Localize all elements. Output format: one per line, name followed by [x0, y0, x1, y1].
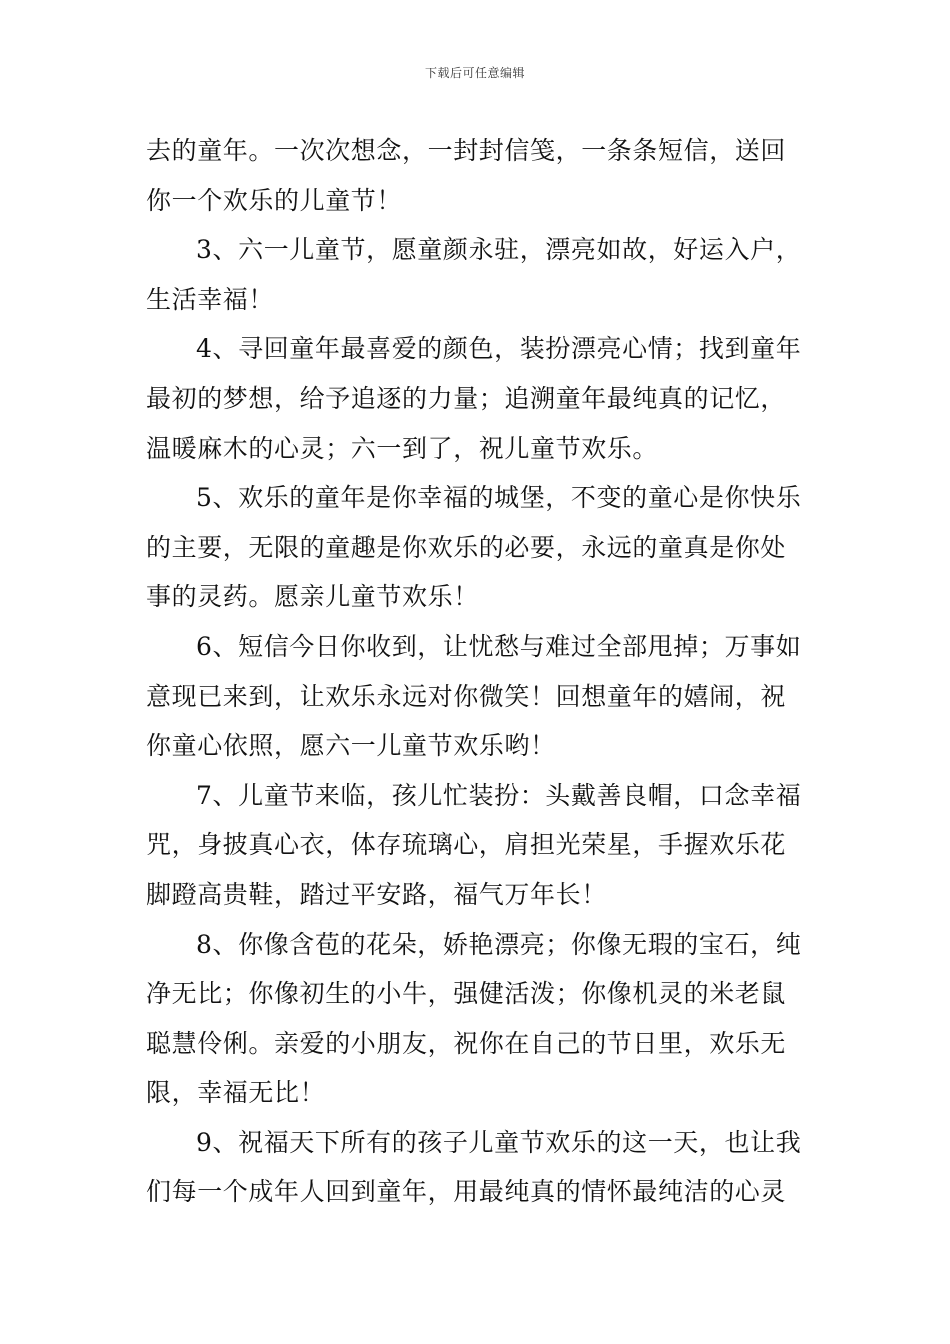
text-line: 意现已来到，让欢乐永远对你微笑！回想童年的嬉闹，祝	[146, 681, 787, 711]
page-header: 下载后可任意编辑	[424, 66, 525, 80]
text-line: 3、六一儿童节，愿童颜永驻，漂亮如故，好运入户，	[196, 235, 802, 265]
document-body	[146, 126, 810, 1217]
paragraph-item-9	[146, 1118, 810, 1217]
paragraph-item-7	[146, 771, 810, 920]
text-line: 5、欢乐的童年是你幸福的城堡，不变的童心是你快乐	[196, 483, 802, 513]
paragraph-continuation	[146, 126, 810, 225]
paragraph-item-8	[146, 920, 810, 1118]
text-line: 4、寻回童年最喜爱的颜色，装扮漂亮心情；找到童年	[196, 334, 802, 364]
text-line: 的主要，无限的童趣是你欢乐的必要，永远的童真是你处	[146, 532, 787, 562]
text-line: 你童心依照，愿六一儿童节欢乐哟！	[146, 731, 556, 761]
text-line: 们每一个成年人回到童年，用最纯真的情怀最纯洁的心灵	[146, 1177, 787, 1207]
text-line: 脚蹬高贵鞋，踏过平安路，福气万年长！	[146, 879, 607, 909]
text-line: 净无比；你像初生的小牛，强健活泼；你像机灵的米老鼠	[146, 979, 787, 1009]
text-line: 温暖麻木的心灵；六一到了，祝儿童节欢乐。	[146, 433, 659, 463]
paragraph-item-4	[146, 324, 810, 473]
text-line: 8、你像含苞的花朵，娇艳漂亮；你像无瑕的宝石，纯	[196, 929, 802, 959]
text-line: 限，幸福无比！	[146, 1078, 326, 1108]
paragraph-item-3	[146, 225, 810, 324]
text-line: 9、祝福天下所有的孩子儿童节欢乐的这一天，也让我	[196, 1127, 802, 1157]
paragraph-item-5	[146, 473, 810, 622]
text-line: 聪慧伶俐。亲爱的小朋友，祝你在自己的节日里，欢乐无	[146, 1028, 787, 1058]
paragraph-item-6	[146, 622, 810, 771]
text-line: 去的童年。一次次想念，一封封信笺，一条条短信，送回	[146, 136, 787, 165]
text-line: 6、短信今日你收到，让忧愁与难过全部甩掉；万事如	[196, 631, 802, 661]
text-line: 你一个欢乐的儿童节！	[146, 185, 403, 215]
text-line: 最初的梦想，给予追逐的力量；追溯童年最纯真的记忆，	[146, 383, 787, 413]
text-line: 7、儿童节来临，孩儿忙装扮：头戴善良帽，口念幸福	[196, 780, 802, 810]
text-line: 咒，身披真心衣，体存琉璃心，肩担光荣星，手握欢乐花	[146, 830, 787, 860]
text-line: 事的灵药。愿亲儿童节欢乐！	[146, 582, 479, 612]
text-line: 生活幸福！	[146, 284, 275, 314]
